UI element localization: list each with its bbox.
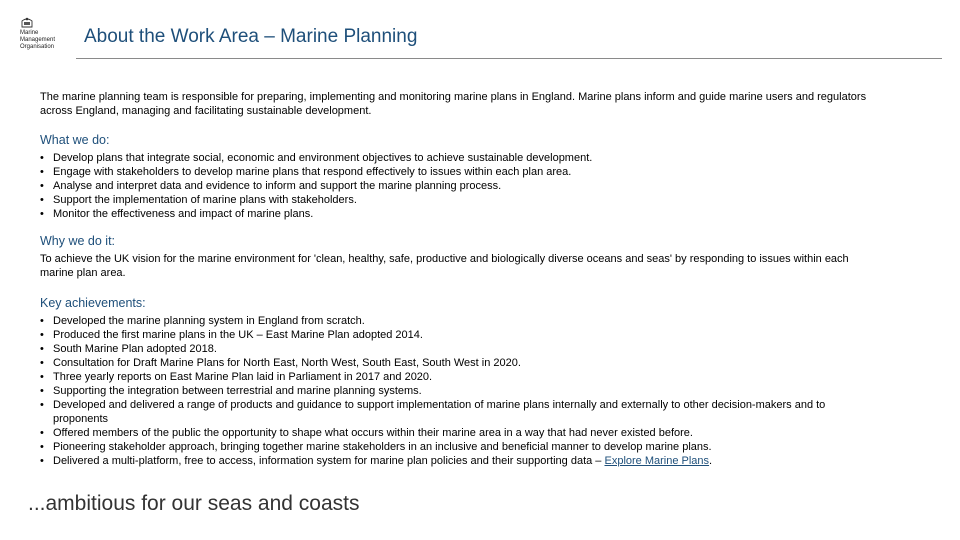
key-achievements-heading: Key achievements: <box>40 296 146 310</box>
list-item <box>40 454 870 468</box>
title-divider <box>76 58 942 59</box>
bullet-icon: • <box>40 194 44 206</box>
bullet-icon: • <box>40 208 44 220</box>
list-item <box>40 328 870 342</box>
bullet-icon: • <box>40 385 44 397</box>
bullet-icon: • <box>40 343 44 355</box>
logo-line-1: Marine <box>20 30 39 36</box>
what-we-do-heading: What we do: <box>40 133 110 147</box>
bullet-icon: • <box>40 399 44 411</box>
slide-content <box>40 90 870 468</box>
list-item-text: Developed and delivered a range of products and guidance to support implementation of marine plans internally and externally to other decision-makers and to proponents <box>53 399 826 425</box>
list-item <box>40 151 870 165</box>
logo-line-2: Management <box>20 37 56 43</box>
intro-paragraph: The marine planning team is responsible for preparing, implementing and monitoring marine plans in England. Marine plans inform and guide marine users and regulators across England, managing and facilitating sustainable development. <box>40 91 867 117</box>
royal-crest-icon <box>20 16 34 28</box>
explore-marine-plans-link[interactable]: Explore Marine Plans <box>604 455 710 467</box>
list-item-text: South Marine Plan adopted 2018. <box>53 343 217 355</box>
list-item-text: Pioneering stakeholder approach, bringing together marine stakeholders in an inclusive and beneficial manner to develop marine plans. <box>53 441 712 453</box>
list-item <box>40 165 870 179</box>
bullet-icon: • <box>40 180 44 192</box>
why-paragraph: To achieve the UK vision for the marine environment for 'clean, healthy, safe, productive and biologically diverse oceans and seas' by responding to issues within each marine plan area. <box>40 253 849 279</box>
bullet-icon: • <box>40 315 44 327</box>
list-item <box>40 356 870 370</box>
list-item-text: Develop plans that integrate social, economic and environment objectives to achieve sustainable development. <box>53 152 593 164</box>
list-item-text: Delivered a multi-platform, free to access, information system for marine plan policies and their supporting data – <box>53 455 605 467</box>
bullet-icon: • <box>40 371 44 383</box>
list-item-text: Consultation for Draft Marine Plans for North East, North West, South East, South West in 2020. <box>53 357 521 369</box>
list-item <box>40 384 870 398</box>
list-item-text: Developed the marine planning system in England from scratch. <box>53 315 365 327</box>
list-item <box>40 193 870 207</box>
bullet-icon: • <box>40 152 44 164</box>
key-achievements-list <box>40 314 870 468</box>
page-title: About the Work Area – Marine Planning <box>84 26 418 47</box>
bullet-icon: • <box>40 441 44 453</box>
what-we-do-list <box>40 151 870 221</box>
list-item-text: Supporting the integration between terrestrial and marine planning systems. <box>53 385 422 397</box>
list-item <box>40 426 870 440</box>
bullet-icon: • <box>40 427 44 439</box>
bullet-icon: • <box>40 455 44 467</box>
list-item <box>40 440 870 454</box>
list-item <box>40 207 870 221</box>
logo-line-3: Organisation <box>20 44 55 50</box>
list-item-text: Three yearly reports on East Marine Plan laid in Parliament in 2017 and 2020. <box>53 371 433 383</box>
list-item <box>40 398 870 426</box>
list-item-text: Analyse and interpret data and evidence to inform and support the marine planning process. <box>53 180 502 192</box>
bullet-icon: • <box>40 329 44 341</box>
list-item-text: Offered members of the public the opportunity to shape what occurs within their marine area in a way that had never existed before. <box>53 427 693 439</box>
list-item-text: Engage with stakeholders to develop marine plans that respond effectively to issues within each plan area. <box>53 166 572 178</box>
list-item <box>40 370 870 384</box>
list-item-text: Produced the first marine plans in the UK – East Marine Plan adopted 2014. <box>53 329 423 341</box>
why-we-do-it-heading: Why we do it: <box>40 234 116 248</box>
mmo-logo <box>18 16 68 56</box>
list-item <box>40 314 870 328</box>
tagline: ...ambitious for our seas and coasts <box>28 492 360 515</box>
list-item-text: Support the implementation of marine plans with stakeholders. <box>53 194 357 206</box>
bullet-icon: • <box>40 357 44 369</box>
list-item <box>40 179 870 193</box>
list-item <box>40 342 870 356</box>
list-item-suffix: . <box>709 455 713 467</box>
logo-text <box>20 30 55 51</box>
list-item-text: Monitor the effectiveness and impact of marine plans. <box>53 208 314 220</box>
bullet-icon: • <box>40 166 44 178</box>
